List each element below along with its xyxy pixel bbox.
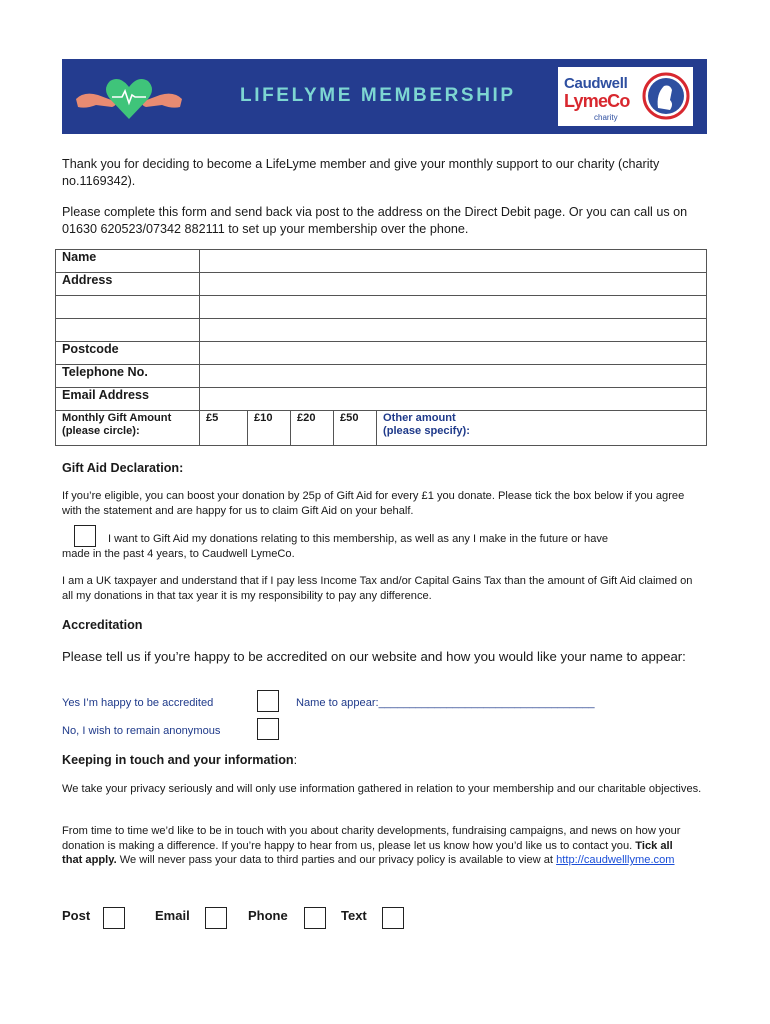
contact-text-checkbox[interactable]: [382, 907, 404, 929]
contact-phone-label: Phone: [248, 908, 288, 923]
gift-amount-label: [56, 411, 200, 446]
brand-charity-label: charity: [594, 113, 618, 122]
amount-option-5[interactable]: £5: [200, 411, 248, 446]
heart-hands-logo-icon: [74, 69, 184, 124]
accreditation-question: Please tell us if you’re happy to be accredited on our website and how you would like your name to appear:: [62, 649, 686, 664]
email-label: Email Address: [56, 388, 200, 411]
privacy-statement: We take your privacy seriously and will only use information gathered in relation to your membership and our charitable objectives.: [62, 783, 702, 795]
tick-all-instruction: Tick all that apply.: [62, 839, 673, 866]
amount-option-50[interactable]: £50: [334, 411, 377, 446]
keeping-in-touch-heading: [62, 752, 297, 769]
gift-aid-statement-line1: I want to Gift Aid my donations relating to this membership, as well as any I make in the future or have: [108, 533, 609, 545]
contact-preferences-text-b: We will never pass your data to third parties and our privacy policy is available to view at: [116, 854, 557, 866]
amount-option-10[interactable]: £10: [248, 411, 291, 446]
gift-aid-taxpayer-text: I am a UK taxpayer and understand that if I pay less Income Tax and/or Capital Gains Tax than the amount of Gift Aid claimed on all my donations in that tax year it is my responsibility to pay any difference.: [62, 575, 693, 602]
gift-amount-label-line1: Monthly Gift Amount: [62, 412, 172, 424]
accreditation-yes-label: Yes I’m happy to be accredited: [62, 697, 214, 709]
address-label: Address: [56, 273, 200, 296]
other-amount-label-line1: Other amount: [383, 412, 456, 424]
contact-preferences-text: [62, 824, 687, 868]
gift-aid-eligibility-text: If you’re eligible, you can boost your donation by 25p of Gift Aid for every £1 you donate. Please tick the box below if you agree with the statement and are happy for us to claim Gift Aid on your behalf.: [62, 490, 685, 517]
contact-preferences-text-a: From time to time we’d like to be in touch with you about charity developments, fundraising campaigns, and news on how your donation is making a difference. If you’re happy to hear from us, please let us know how you’d like us to contact you.: [62, 825, 681, 852]
accreditation-no-checkbox[interactable]: [257, 718, 279, 740]
address-field-line3[interactable]: [200, 319, 707, 342]
contact-post-label: Post: [62, 908, 91, 923]
privacy-policy-link[interactable]: http://caudwelllyme.com: [556, 854, 675, 866]
charity-emblem-icon: [640, 70, 692, 122]
gift-aid-checkbox[interactable]: [74, 525, 96, 547]
gift-aid-heading: Gift Aid Declaration:: [62, 461, 184, 475]
gift-amount-label-line2: (please circle):: [62, 425, 140, 437]
contact-text-label: Text: [341, 908, 367, 923]
keeping-in-touch-heading-colon: :: [293, 753, 298, 767]
gift-aid-statement-line2: made in the past 4 years, to Caudwell LymeCo.: [62, 548, 295, 560]
postcode-label: Postcode: [56, 342, 200, 365]
contact-email-label: Email: [155, 908, 190, 923]
telephone-field[interactable]: [200, 365, 707, 388]
name-label: Name: [56, 250, 200, 273]
instructions-paragraph: Please complete this form and send back via post to the address on the Direct Debit page. Or you can call us on 01630 620523/07342 882111 to set up your membership over the phone.: [62, 205, 688, 236]
contact-email-checkbox[interactable]: [205, 907, 227, 929]
intro-paragraph: Thank you for deciding to become a LifeLyme member and give your monthly support to our charity (charity no.1169342).: [62, 157, 660, 188]
keeping-in-touch-heading-text: Keeping in touch and your information: [62, 753, 294, 767]
banner-title: LIFELYME MEMBERSHIP: [240, 85, 516, 106]
accreditation-heading: Accreditation: [62, 618, 143, 632]
amount-option-20[interactable]: £20: [291, 411, 334, 446]
accreditation-no-label: No, I wish to remain anonymous: [62, 725, 221, 737]
other-amount-label-line2: (please specify):: [383, 425, 470, 437]
brand-name-caudwell: Caudwell: [564, 75, 628, 92]
telephone-label: Telephone No.: [56, 365, 200, 388]
header-banner: [62, 59, 707, 134]
contact-phone-checkbox[interactable]: [304, 907, 326, 929]
other-amount-field[interactable]: [377, 411, 707, 446]
name-to-appear-field[interactable]: Name to appear:___________________________________: [296, 697, 595, 709]
charity-logo: [558, 67, 693, 126]
brand-name-lymeco: LymeCo: [564, 91, 630, 111]
address-field-line2[interactable]: [200, 296, 707, 319]
contact-post-checkbox[interactable]: [103, 907, 125, 929]
name-field[interactable]: [200, 250, 707, 273]
membership-form-table: [55, 249, 707, 446]
postcode-field[interactable]: [200, 342, 707, 365]
address-field-line1[interactable]: [200, 273, 707, 296]
email-field[interactable]: [200, 388, 707, 411]
address-label-spacer-1: [56, 296, 200, 319]
accreditation-yes-checkbox[interactable]: [257, 690, 279, 712]
address-label-spacer-2: [56, 319, 200, 342]
